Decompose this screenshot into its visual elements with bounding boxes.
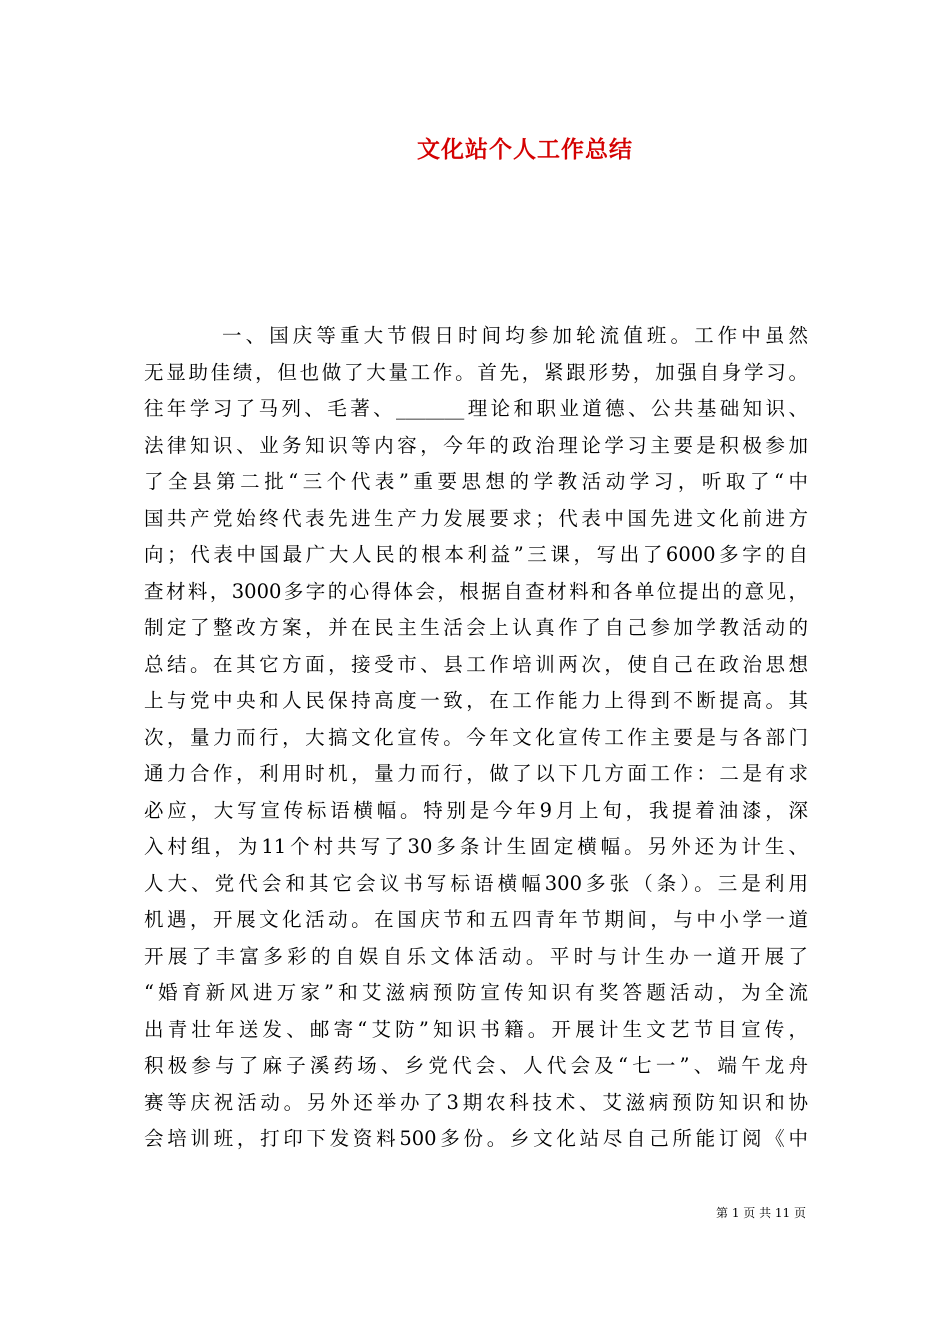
body-line: 出青壮年送发、邮寄“艾防”知识书籍。开展计生文艺节目宣传， (144, 1017, 808, 1041)
body-line: 通力合作，利用时机，量力而行，做了以下几方面工作：二是有求 (144, 762, 808, 785)
body-line: 必应，大写宣传标语横幅。特别是今年9月上旬，我提着油漆，深 (144, 798, 808, 822)
body-line: 了全县第二批“三个代表”重要思想的学教活动学习，听取了“中 (144, 470, 808, 493)
body-line: 入村组，为11个村共写了30多条计生固定横幅。另外还为计生、 (144, 835, 808, 858)
body-line: 次，量力而行，大搞文化宣传。今年文化宣传工作主要是与各部门 (144, 725, 808, 749)
body-line: 机遇，开展文化活动。在国庆节和五四青年节期间，与中小学一道 (144, 908, 808, 931)
page-number-footer: 第 1 页 共 11 页 (716, 1206, 806, 1220)
body-line: 一、国庆等重大节假日时间均参加轮流值班。工作中虽然 (222, 324, 808, 347)
body-line: 制定了整改方案，并在民主生活会上认真作了自己参加学教活动的 (144, 616, 808, 639)
body-line: 总结。在其它方面，接受市、县工作培训两次，使自己在政治思想 (144, 652, 808, 676)
body-line: 人大、党代会和其它会议书写标语横幅300多张（条）。三是利用 (144, 871, 808, 895)
body-line: 会培训班，打印下发资料500多份。乡文化站尽自己所能订阅《中 (144, 1127, 808, 1150)
body-line: 往年学习了马列、毛著、_______理论和职业道德、公共基础知识、 (144, 397, 808, 420)
body-line: 向；代表中国最广大人民的根本利益”三课，写出了6000多字的自 (144, 543, 808, 566)
body-line: 无显助佳绩，但也做了大量工作。首先，紧跟形势，加强自身学习。 (144, 360, 808, 384)
body-line: 赛等庆祝活动。另外还举办了3期农科技术、艾滋病预防知识和协 (144, 1090, 808, 1114)
body-line: “婚育新风进万家”和艾滋病预防宣传知识有奖答题活动，为全流 (144, 981, 808, 1004)
body-line: 法律知识、业务知识等内容，今年的政治理论学习主要是积极参加 (144, 433, 808, 457)
body-line: 开展了丰富多彩的自娱自乐文体活动。平时与计生办一道开展了 (144, 944, 808, 968)
body-line: 上与党中央和人民保持高度一致，在工作能力上得到不断提高。其 (144, 689, 808, 712)
body-line: 查材料，3000多字的心得体会，根据自查材料和各单位提出的意见， (144, 579, 808, 603)
body-line: 国共产党始终代表先进生产力发展要求；代表中国先进文化前进方 (144, 506, 808, 530)
document-title: 文化站个人工作总结 (417, 137, 633, 163)
document-body (144, 318, 808, 1158)
body-line: 积极参与了麻子溪药场、乡党代会、人代会及“七一”、端午龙舟 (144, 1054, 808, 1077)
